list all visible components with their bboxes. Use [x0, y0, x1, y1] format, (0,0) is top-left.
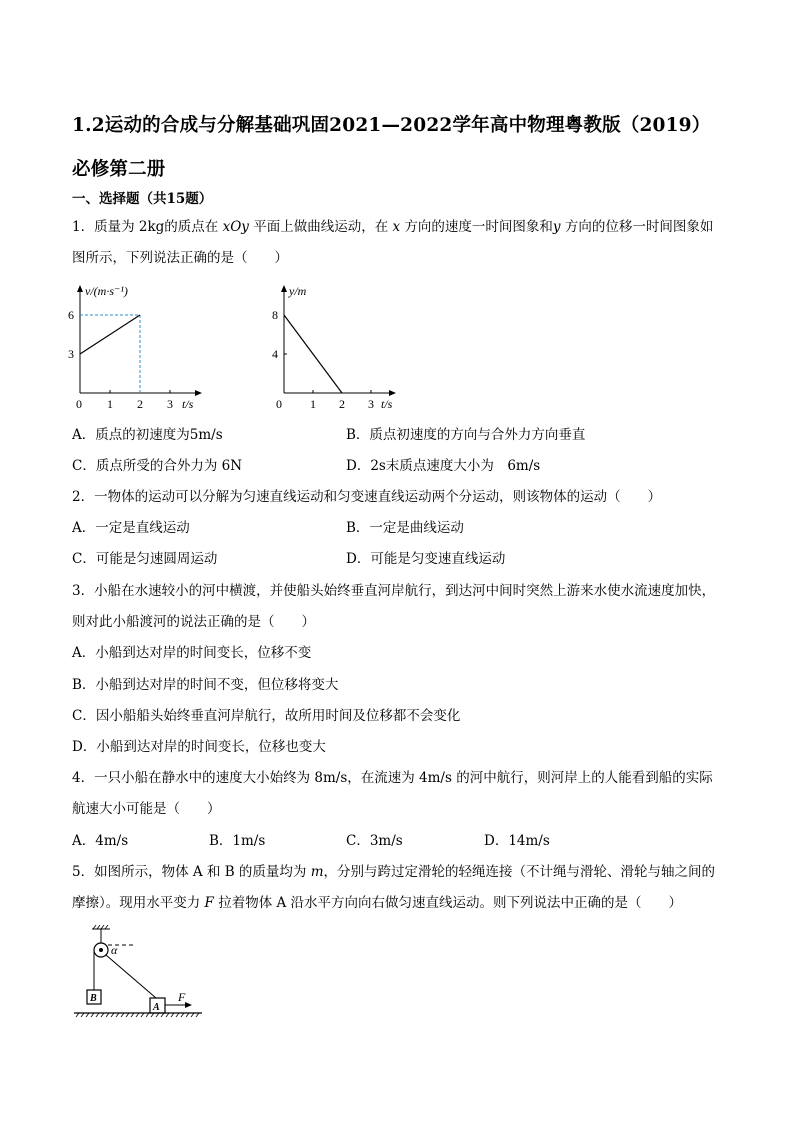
q2-option-c[interactable]: C．可能是匀速圆周运动	[72, 551, 218, 567]
fig5-rope-a	[106, 955, 156, 998]
q5-var-f: F	[204, 895, 214, 911]
q3-option-c[interactable]: C．因小船船头始终垂直河岸航行，故所用时间及位移都不会变化	[72, 708, 461, 724]
g1-origin-label: 0	[76, 397, 82, 411]
g1-ytick-label-3: 3	[68, 347, 74, 361]
g1-x-arrow	[195, 390, 202, 396]
q4-option-c[interactable]: C．3m/s	[346, 833, 403, 849]
q1-displacement-graph	[266, 280, 416, 415]
q5-text-d: 拉着物体 A 沿水平方向向右做匀速直线运动。则下列说法中正确的是（ ）	[213, 895, 683, 911]
q3-option-b[interactable]: B．小船到达对岸的时间不变，但位移将变大	[72, 677, 339, 693]
q3-stem-line-1: 3．小船在水速较小的河中横渡，并使船头始终垂直河岸航行，到达河中间时突然上游来水使水流速度加快，	[72, 583, 716, 599]
q3-option-a[interactable]: A．小船到达对岸的时间变长，位移不变	[72, 645, 312, 661]
g2-y-arrow	[281, 285, 287, 292]
g2-xtick-label-3: 3	[368, 397, 374, 411]
g2-series-line	[284, 315, 342, 393]
q1-text-b: 平面上做曲线运动，在	[248, 219, 393, 235]
q1-var-x: x	[392, 219, 401, 235]
g2-x-arrow	[389, 390, 396, 396]
g2-origin-label: 0	[276, 397, 282, 411]
g1-ytick-label-6: 6	[68, 308, 74, 322]
g1-xtick-label-2: 2	[137, 397, 143, 411]
q1-velocity-graph	[62, 280, 212, 415]
q1-text-d: 方向的位移一时间图象如	[560, 219, 714, 235]
q2-option-d[interactable]: D．可能是匀变速直线运动	[346, 551, 506, 567]
fig5-block-a-label: A	[153, 1002, 160, 1013]
g2-ylabel: y/m	[289, 284, 307, 298]
q4-option-a[interactable]: A．4m/s	[72, 833, 129, 849]
q1-option-c[interactable]: C．质点所受的合外力为 6N	[72, 458, 243, 474]
q1-stem-line-2: 图所示，下列说法正确的是（ ）	[72, 250, 288, 266]
fig5-block-b-label: B	[90, 993, 97, 1004]
g2-xtick-label-2: 2	[339, 397, 345, 411]
q4-stem-line-1: 4．一只小船在静水中的速度大小始终为 8m/s，在流速为 4m/s 的河中航行，则河岸上的人能看到船的实际	[72, 770, 713, 786]
q2-stem: 2．一物体的运动可以分解为匀速直线运动和匀变速直线运动两个分运动，则该物体的运动（ ）	[72, 489, 662, 505]
q5-text-c: 摩擦）。现用水平变力	[72, 895, 205, 911]
q2-option-b[interactable]: B．一定是曲线运动	[346, 520, 464, 536]
g1-series-line	[80, 315, 140, 354]
q4-stem-line-2: 航速大小可能是（ ）	[72, 801, 221, 817]
q2-option-a[interactable]: A．一定是直线运动	[72, 520, 190, 536]
title-line-2: 必修第二册	[72, 159, 166, 180]
q5-pulley-figure	[70, 925, 210, 1025]
q4-option-d[interactable]: D．14m/s	[484, 833, 550, 849]
q5-text-b: ，分别与跨过定滑轮的轻绳连接（不计绳与滑轮、滑轮与轴之间的	[323, 864, 716, 880]
q1-var-xoy: xOy	[222, 219, 249, 235]
q4-option-b[interactable]: B．1m/s	[209, 833, 266, 849]
q1-text-a: 1．质量为 2kg的质点在	[72, 219, 223, 235]
g2-ytick-label-8: 8	[272, 308, 278, 322]
g1-xtick-label-1: 1	[107, 397, 113, 411]
q1-stem-line-1	[72, 218, 713, 236]
g2-xtick-label-1: 1	[310, 397, 316, 411]
q5-text-a: 5．如图所示，物体 A 和 B 的质量均为	[72, 864, 311, 880]
g2-ytick-label-4: 4	[272, 347, 278, 361]
g1-xtick-label-3: 3	[167, 397, 173, 411]
g1-ylabel: v/(m·s⁻¹)	[85, 284, 128, 298]
q1-option-d[interactable]: D．2s末质点速度大小为 6m/s	[346, 458, 541, 474]
q3-stem-line-2: 则对此小船渡河的说法正确的是（ ）	[72, 614, 315, 630]
title-line-1: 1.2运动的合成与分解基础巩固2021—2022学年高中物理粤教版（2019）	[72, 115, 711, 136]
fig5-force-arrowhead	[185, 1002, 192, 1008]
g1-xlabel: t/s	[182, 397, 194, 411]
q5-var-m: m	[310, 864, 324, 880]
fig5-force-label: F	[178, 990, 186, 1004]
q1-var-y: y	[552, 219, 561, 235]
fig5-angle-label: α	[111, 943, 118, 957]
q5-stem-line-2	[72, 894, 682, 912]
g2-xlabel: t/s	[381, 397, 393, 411]
document-title	[72, 104, 732, 192]
q3-option-d[interactable]: D．小船到达对岸的时间变长，位移也变大	[72, 739, 326, 755]
section-heading: 一、选择题（共15题）	[72, 191, 213, 207]
fig5-pulley-axle	[99, 948, 103, 952]
q1-text-c: 方向的速度一时间图象和	[400, 219, 553, 235]
g1-y-arrow	[77, 285, 83, 292]
q1-option-b[interactable]: B．质点初速度的方向与合外力方向垂直	[346, 427, 586, 443]
q1-option-a[interactable]: A．质点的初速度为5m/s	[72, 427, 223, 443]
q5-stem-line-1	[72, 863, 715, 881]
fig5-ceiling-hatch	[93, 925, 108, 929]
